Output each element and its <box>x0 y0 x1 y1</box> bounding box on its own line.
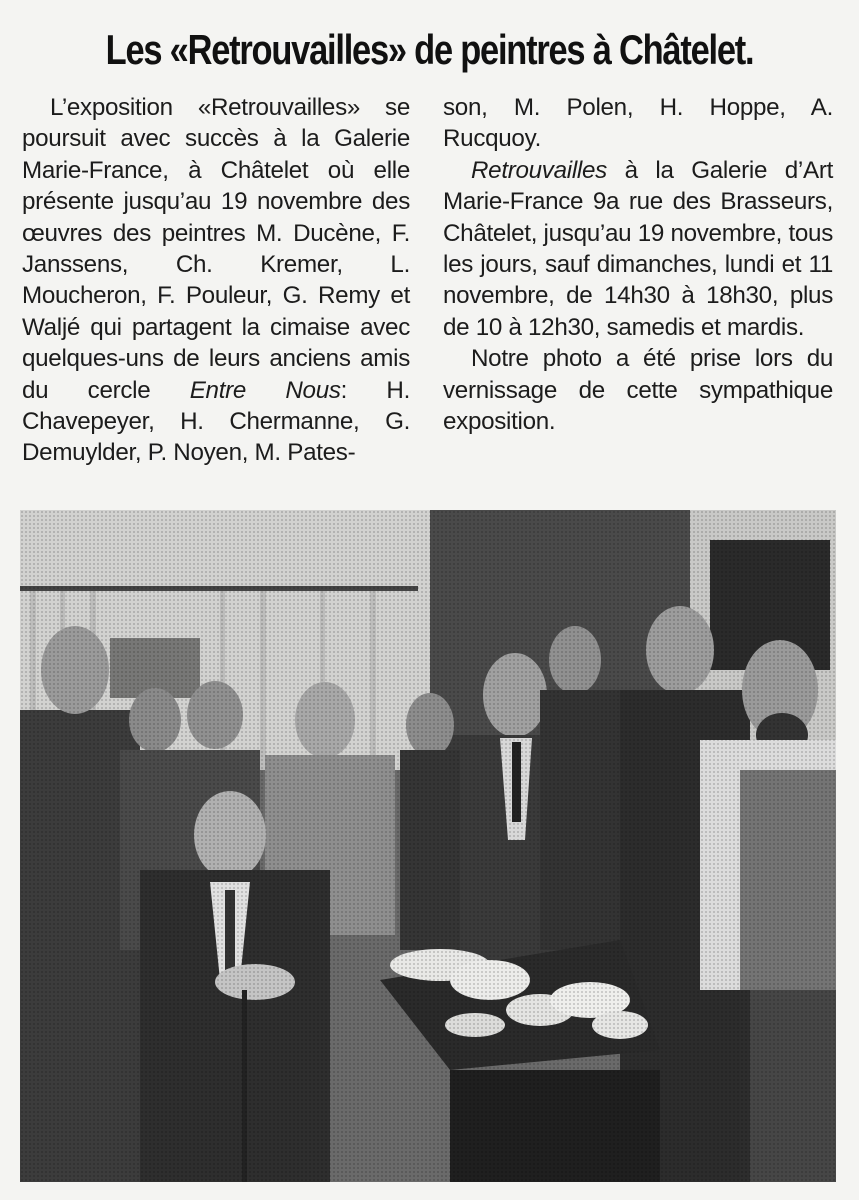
article-column-left <box>22 92 410 469</box>
italic-circle-name: Entre Nous <box>189 376 341 404</box>
paragraph-text-end: : H. Chavepeyer, H. Chermanne, G. Demuylder, P. Noyen, M. Pates- <box>22 376 410 467</box>
article-paragraph: Notre photo a été prise lors du vernissage de cette sympathique exposition. <box>443 345 833 436</box>
article-paragraph <box>22 92 410 469</box>
article-paragraph <box>443 155 833 343</box>
article-paragraph-continued: son, M. Polen, H. Hoppe, A. Rucquoy. <box>443 94 833 153</box>
italic-exhibition-name: Retrouvailles <box>471 156 607 184</box>
article-column-right <box>443 92 833 437</box>
paragraph-text: à la Galerie d’Art Marie-France 9a rue des Brasseurs, Châtelet, jusqu’au 19 novembre, tous les jours, sauf dimanches, lundi et 11 novembre, de 14h30 à 18h30, plus de 10 à 12h30, samedis et mardis. <box>443 156 833 341</box>
paragraph-text: L’exposition «Retrouvailles» se poursuit avec succès à la Galerie Marie-France, à Châtelet où elle présente jusqu’au 19 novembre des œuvres des peintres M. Ducène, F. Janssens, Ch. Kremer, L. Moucheron, F. Pouleur, G. Remy et Waljé qui partagent la cimaise avec quelques-uns de leurs anciens amis du cercle <box>22 94 410 404</box>
photo-illustration <box>20 510 836 1182</box>
exhibition-photo <box>20 510 836 1182</box>
article-headline: Les «Retrouvailles» de peintres à Châtelet. <box>105 26 754 73</box>
